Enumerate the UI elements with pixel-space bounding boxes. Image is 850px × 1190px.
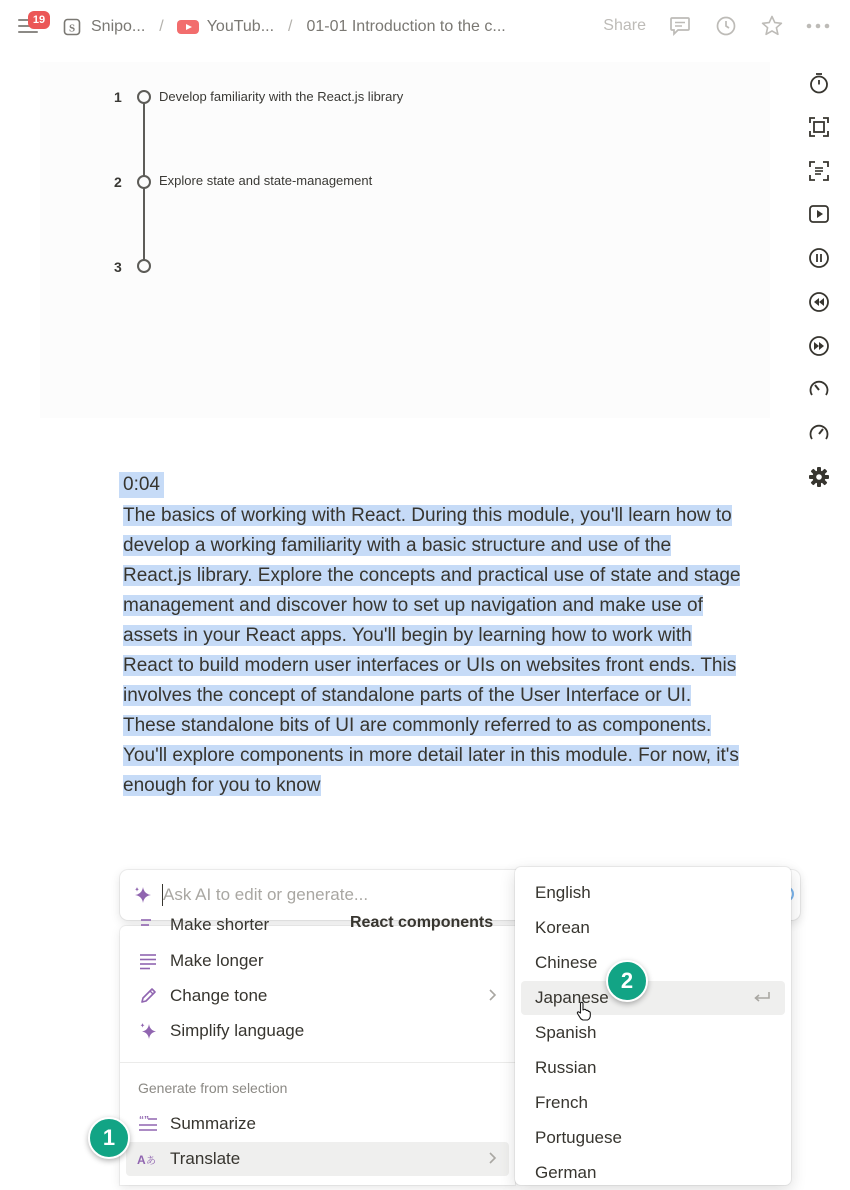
top-bar bbox=[0, 0, 850, 56]
step-number: 1 bbox=[114, 89, 122, 105]
transcript-paragraph[interactable] bbox=[123, 501, 743, 801]
speed-down-icon[interactable] bbox=[806, 376, 832, 402]
translate-icon bbox=[136, 1147, 160, 1171]
clock-icon[interactable] bbox=[714, 14, 738, 38]
hand-cursor-icon bbox=[576, 1001, 592, 1026]
breadcrumb-label: 01-01 Introduction to the c... bbox=[306, 18, 506, 35]
top-actions bbox=[603, 14, 830, 38]
language-option-chinese[interactable]: Chinese bbox=[535, 953, 598, 972]
svg-text:“”: “” bbox=[139, 1115, 149, 1126]
translate-language-submenu bbox=[515, 867, 791, 1185]
language-option-japanese[interactable] bbox=[521, 981, 785, 1015]
svg-text:S: S bbox=[68, 22, 76, 35]
comment-icon[interactable] bbox=[668, 14, 692, 38]
background-heading: React components bbox=[350, 914, 494, 931]
more-options-icon[interactable] bbox=[806, 14, 830, 38]
language-option-french[interactable]: French bbox=[535, 1093, 588, 1112]
language-option-spanish[interactable]: Spanish bbox=[535, 1023, 597, 1042]
pen-icon bbox=[136, 984, 160, 1008]
breadcrumb-item-youtube[interactable] bbox=[178, 17, 274, 37]
breadcrumb bbox=[62, 17, 506, 37]
chevron-right-icon bbox=[487, 1151, 497, 1170]
pause-icon[interactable] bbox=[806, 245, 832, 271]
capture-frame-icon[interactable] bbox=[806, 114, 832, 140]
selected-text: The basics of working with React. During this module, you'll learn how to develop a working familiarity with a basic structure and use of the React.js library. Explore the concepts and practical use of state and stage management and discover how to set up navigation and make use of assets in your React apps. You'll begin by learning how to work with React to build modern user interfaces or UIs on websites front ends. This involves the concept of standalone parts of the User Interface or UI. These standalone bits of UI are commonly referred to as components. You'll explore components in more detail later in this module. For now, it's enough for you to know bbox=[123, 505, 741, 796]
ai-sparkle-icon bbox=[134, 886, 152, 909]
step-dot bbox=[137, 90, 151, 104]
share-button[interactable]: Share bbox=[603, 17, 646, 34]
speed-up-icon[interactable] bbox=[806, 420, 832, 446]
menu-item-label: Make shorter bbox=[170, 915, 270, 934]
timer-icon[interactable] bbox=[806, 70, 832, 96]
svg-text:あ: あ bbox=[146, 1156, 156, 1167]
menu-item-change-tone[interactable] bbox=[126, 979, 509, 1013]
step-text: Develop familiarity with the React.js library bbox=[159, 89, 404, 104]
transcript-capture-icon[interactable] bbox=[806, 158, 832, 184]
step-text: Explore state and state-management bbox=[159, 173, 373, 188]
summary-icon bbox=[136, 1112, 160, 1136]
notion-page-icon bbox=[62, 17, 82, 37]
longer-lines-icon bbox=[136, 949, 160, 973]
menu-item-label: Simplify language bbox=[170, 1021, 305, 1040]
svg-text:A: A bbox=[137, 1153, 146, 1167]
breadcrumb-separator: / bbox=[159, 18, 164, 35]
language-option-russian[interactable]: Russian bbox=[535, 1058, 597, 1077]
shorter-lines-icon bbox=[136, 913, 160, 937]
breadcrumb-item-snipo[interactable] bbox=[62, 17, 145, 37]
language-option-korean[interactable]: Korean bbox=[535, 918, 590, 937]
rewind-icon[interactable] bbox=[806, 289, 832, 315]
fast-forward-icon[interactable] bbox=[806, 333, 832, 359]
menu-item-make-shorter[interactable] bbox=[126, 908, 509, 942]
step-callout-1: 1 bbox=[88, 1117, 130, 1159]
menu-item-label: Translate bbox=[170, 1149, 241, 1168]
menu-item-label: Make longer bbox=[170, 951, 264, 970]
star-icon[interactable] bbox=[760, 14, 784, 38]
step-number: 2 bbox=[114, 174, 122, 190]
menu-item-label: Change tone bbox=[170, 986, 268, 1005]
youtube-icon bbox=[178, 17, 198, 37]
menu-item-summarize[interactable] bbox=[126, 1107, 509, 1141]
step-callout-2: 2 bbox=[606, 960, 648, 1002]
video-play-icon[interactable] bbox=[806, 201, 832, 227]
menu-item-label: Summarize bbox=[170, 1114, 256, 1133]
menu-section-title: Generate from selection bbox=[138, 1080, 288, 1096]
menu-item-make-longer[interactable] bbox=[126, 944, 509, 978]
language-option-german[interactable]: German bbox=[535, 1163, 597, 1182]
transcript-timestamp[interactable]: 0:04 bbox=[119, 472, 164, 498]
gear-icon[interactable] bbox=[806, 464, 832, 490]
breadcrumb-label: YouTub... bbox=[206, 18, 275, 35]
language-option-portuguese[interactable]: Portuguese bbox=[535, 1128, 622, 1147]
chevron-right-icon bbox=[487, 988, 497, 1007]
breadcrumb-separator: / bbox=[288, 18, 293, 35]
step-dot bbox=[137, 259, 151, 273]
step-dot bbox=[137, 175, 151, 189]
video-frame-image bbox=[40, 62, 770, 418]
ai-prompt-input[interactable] bbox=[163, 882, 503, 908]
menu-divider bbox=[120, 1062, 515, 1063]
breadcrumb-item-current-page[interactable] bbox=[306, 18, 505, 36]
menu-item-simplify-language[interactable] bbox=[126, 1014, 509, 1048]
notification-badge[interactable]: 19 bbox=[28, 11, 50, 29]
enter-key-icon bbox=[753, 990, 771, 1010]
sparkle-icon bbox=[136, 1019, 160, 1043]
ai-actions-menu bbox=[120, 914, 515, 1185]
language-option-english[interactable]: English bbox=[535, 883, 591, 902]
step-number: 3 bbox=[114, 259, 122, 275]
menu-item-translate[interactable] bbox=[126, 1142, 509, 1176]
language-label: Japanese bbox=[535, 988, 609, 1007]
breadcrumb-label: Snipo... bbox=[91, 18, 146, 35]
